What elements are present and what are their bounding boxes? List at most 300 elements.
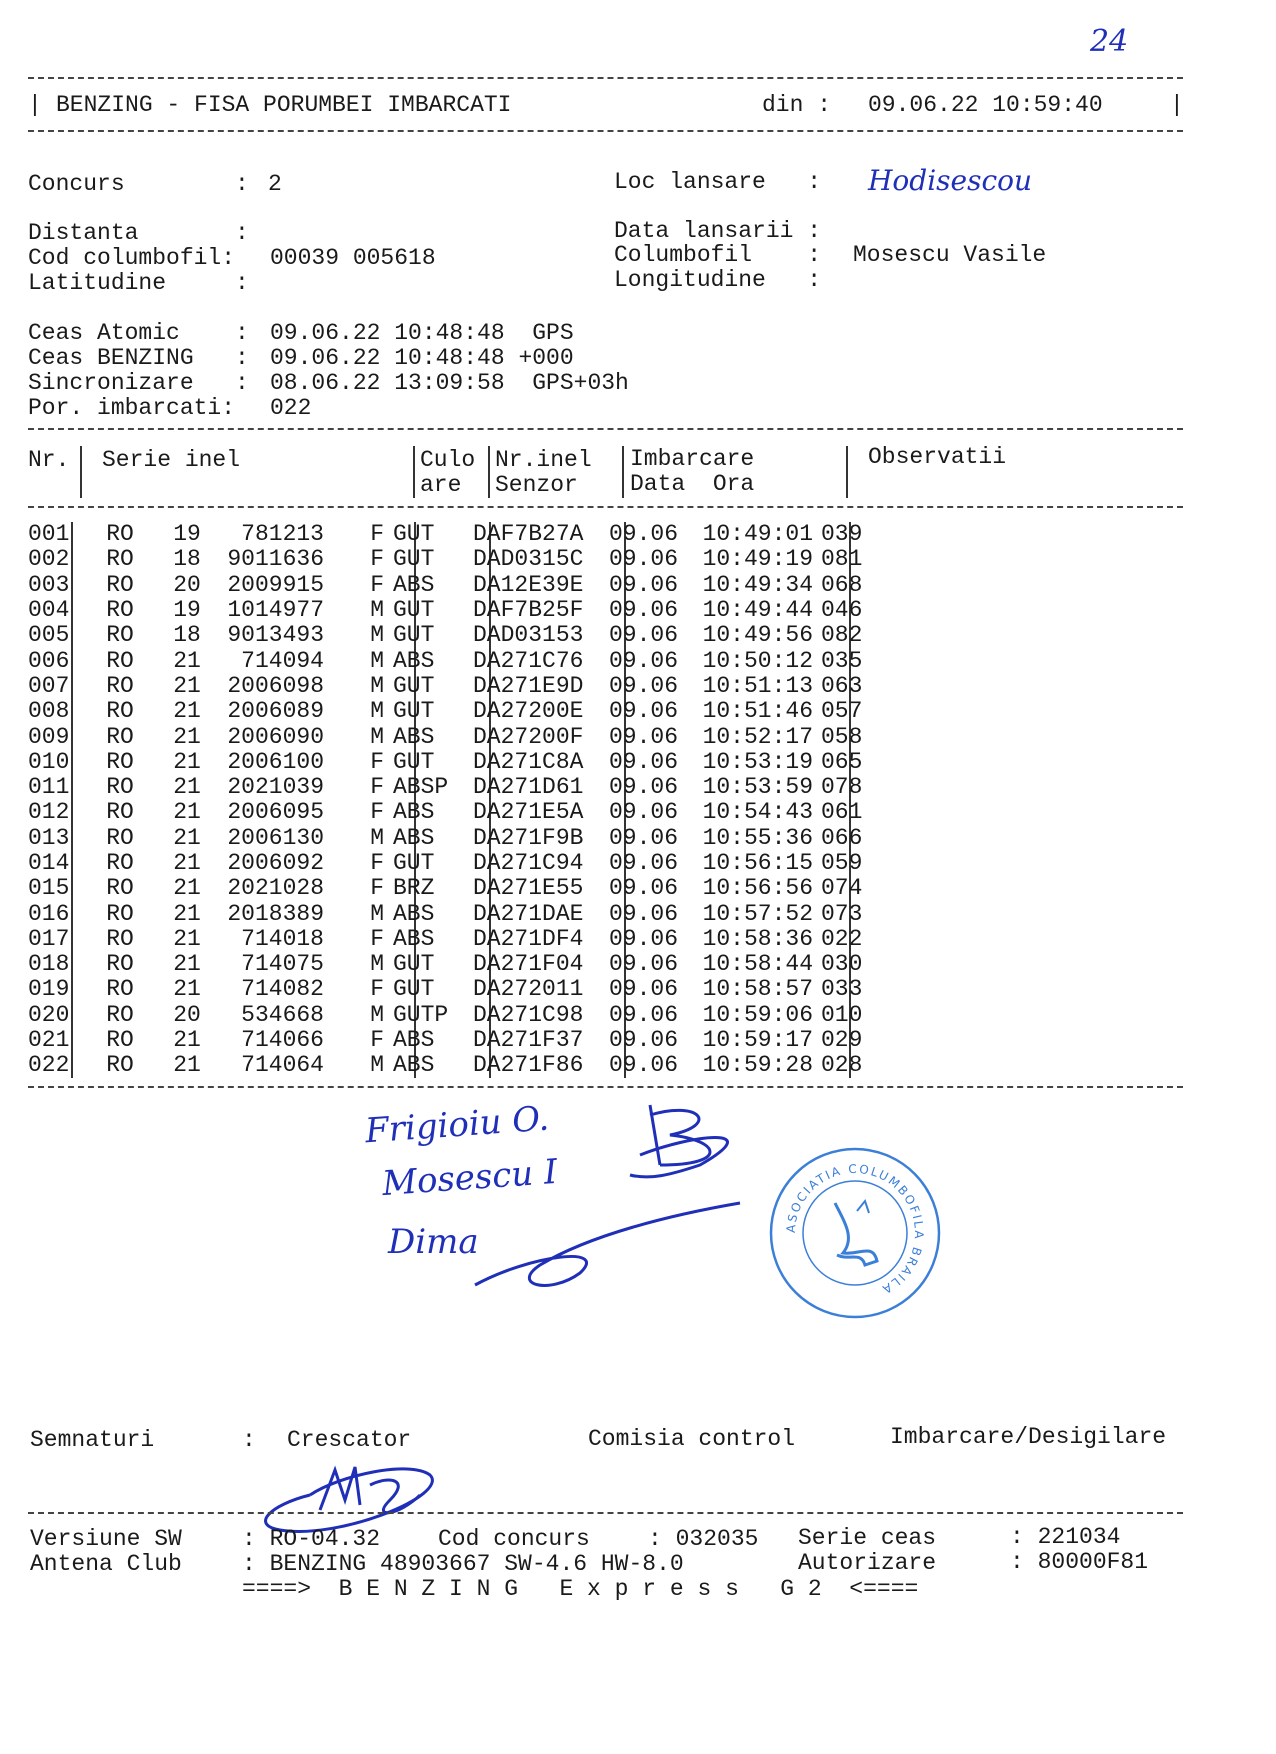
row-date: 09.06 <box>609 698 679 725</box>
row-color: GUT <box>393 672 435 699</box>
row-ring: 2006095 <box>227 799 324 826</box>
row-sensor: DA271DAE <box>473 900 584 927</box>
imbarcare-desigilare-label: Imbarcare/Desigilare <box>890 1424 1167 1450</box>
row-ring: 2006090 <box>227 723 324 750</box>
row-date: 09.06 <box>609 571 679 598</box>
row-country: RO <box>106 774 134 801</box>
row-country: RO <box>106 1001 134 1028</box>
sincronizare-value: 08.06.22 13:09:58 GPS+03h <box>270 370 629 396</box>
antena-value: : BENZING 48903667 SW-4.6 HW-8.0 <box>242 1551 684 1577</box>
row-color: GUT <box>393 597 435 624</box>
row-observation: 039 <box>821 521 863 548</box>
concurs-value: 2 <box>268 171 282 197</box>
row-country: RO <box>106 875 134 902</box>
row-time: 10:59:17 <box>702 1027 813 1054</box>
row-ring: 714064 <box>241 1052 324 1079</box>
row-sensor: DAD03153 <box>473 622 584 649</box>
row-sex: M <box>370 597 384 624</box>
row-time: 10:49:56 <box>702 622 813 649</box>
row-color: GUT <box>393 698 435 725</box>
row-time: 10:51:46 <box>702 698 813 725</box>
cod-columbofil-value: 00039 005618 <box>270 245 436 271</box>
row-observation: 046 <box>821 597 863 624</box>
row-date: 09.06 <box>609 1052 679 1079</box>
row-date: 09.06 <box>609 799 679 826</box>
row-time: 10:58:44 <box>702 951 813 978</box>
row-sex: M <box>370 951 384 978</box>
row-color: ABS <box>393 647 435 674</box>
col-header-serie: Serie inel <box>102 447 241 473</box>
row-nr: 013 <box>28 824 70 851</box>
row-nr: 004 <box>28 597 70 624</box>
row-year: 18 <box>173 546 201 573</box>
row-country: RO <box>106 1052 134 1079</box>
table-row <box>28 901 881 926</box>
benzing-express-banner: ====> B E N Z I N G E x p r e s s G 2 <==== <box>242 1576 919 1602</box>
loc-lansare-label: Loc lansare : <box>614 169 822 195</box>
row-color: GUTP <box>393 1001 449 1028</box>
pigeon-table <box>28 522 881 1079</box>
semnaturi-colon: : <box>242 1427 256 1453</box>
row-nr: 001 <box>28 521 70 548</box>
din-value: 09.06.22 10:59:40 <box>868 92 1103 118</box>
loc-lansare-value: Hodisescou <box>868 164 1033 197</box>
row-color: ABS <box>393 1027 435 1054</box>
row-time: 10:56:56 <box>702 875 813 902</box>
row-color: GUT <box>393 850 435 876</box>
row-sex: F <box>370 774 384 801</box>
versiune-label: Versiune SW <box>30 1526 182 1552</box>
row-date: 09.06 <box>609 672 679 699</box>
row-observation: 082 <box>821 622 863 649</box>
row-color: ABS <box>393 900 435 927</box>
table-row <box>28 1003 881 1028</box>
row-ring: 2021039 <box>227 774 324 801</box>
table-row <box>28 547 881 572</box>
divider <box>28 1086 1183 1088</box>
row-time: 10:53:59 <box>702 774 813 801</box>
row-color: GUT <box>393 976 435 1003</box>
row-nr: 009 <box>28 723 70 750</box>
row-year: 21 <box>173 850 201 876</box>
row-color: ABS <box>393 925 435 952</box>
row-country: RO <box>106 571 134 598</box>
row-observation: 030 <box>821 951 863 978</box>
row-sensor: DA272011 <box>473 976 584 1003</box>
row-observation: 022 <box>821 925 863 952</box>
row-observation: 033 <box>821 976 863 1003</box>
row-time: 10:50:12 <box>702 647 813 674</box>
header-separator <box>622 446 624 498</box>
row-country: RO <box>106 824 134 851</box>
row-date: 09.06 <box>609 1001 679 1028</box>
row-nr: 022 <box>28 1052 70 1079</box>
row-date: 09.06 <box>609 546 679 573</box>
row-ring: 1014977 <box>227 597 324 624</box>
row-nr: 006 <box>28 647 70 674</box>
row-color: GUT <box>393 546 435 573</box>
col-header-observatii: Observatii <box>868 444 1007 470</box>
row-sex: M <box>370 900 384 927</box>
row-year: 21 <box>173 925 201 952</box>
row-sensor: DA27200F <box>473 723 584 750</box>
row-nr: 007 <box>28 672 70 699</box>
row-country: RO <box>106 698 134 725</box>
row-ring: 2009915 <box>227 571 324 598</box>
header-separator <box>846 446 848 498</box>
row-date: 09.06 <box>609 925 679 952</box>
row-ring: 2006089 <box>227 698 324 725</box>
divider <box>28 130 1183 132</box>
row-country: RO <box>106 900 134 927</box>
ceas-benzing-label: Ceas BENZING : <box>28 345 249 371</box>
handwritten-name: Frigioiu O. <box>363 1098 551 1152</box>
row-color: ABS <box>393 723 435 750</box>
table-row <box>28 775 881 800</box>
row-ring: 2006100 <box>227 748 324 775</box>
din-label: din : <box>762 92 832 118</box>
row-country: RO <box>106 546 134 573</box>
row-time: 10:51:13 <box>702 672 813 699</box>
autorizare-label: Autorizare <box>798 1550 937 1576</box>
row-sex: M <box>370 698 384 725</box>
row-observation: 058 <box>821 723 863 750</box>
row-date: 09.06 <box>609 1027 679 1054</box>
row-sensor: DA271E55 <box>473 875 584 902</box>
row-observation: 065 <box>821 748 863 775</box>
row-sensor: DA271C76 <box>473 647 584 674</box>
divider <box>28 506 1183 508</box>
row-time: 10:49:19 <box>702 546 813 573</box>
row-ring: 2018389 <box>227 900 324 927</box>
row-sensor: DA271C94 <box>473 850 584 876</box>
row-nr: 018 <box>28 951 70 978</box>
row-sex: F <box>370 799 384 826</box>
table-row <box>28 724 881 749</box>
header-right-bar: | <box>1170 92 1184 118</box>
versiune-value: : RO-04.32 <box>242 1526 381 1552</box>
row-time: 10:54:43 <box>702 799 813 826</box>
col-header-imbarcare-2: Data Ora <box>630 471 755 497</box>
row-color: GUT <box>393 951 435 978</box>
row-year: 21 <box>173 951 201 978</box>
row-country: RO <box>106 799 134 826</box>
row-sex: M <box>370 672 384 699</box>
row-nr: 015 <box>28 875 70 902</box>
comisia-control-label: Comisia control <box>588 1426 796 1452</box>
row-ring: 714066 <box>241 1027 324 1054</box>
row-sex: F <box>370 875 384 902</box>
ceas-benzing-value: 09.06.22 10:48:48 +000 <box>270 345 574 371</box>
row-year: 21 <box>173 976 201 1003</box>
row-country: RO <box>106 748 134 775</box>
row-ring: 9011636 <box>227 546 324 573</box>
row-nr: 016 <box>28 900 70 927</box>
row-sensor: DA271DF4 <box>473 925 584 952</box>
row-year: 21 <box>173 875 201 902</box>
col-header-senzor-1: Nr.inel <box>495 447 592 473</box>
row-nr: 012 <box>28 799 70 826</box>
row-country: RO <box>106 521 134 548</box>
row-ring: 2021028 <box>227 875 324 902</box>
row-date: 09.06 <box>609 900 679 927</box>
row-ring: 781213 <box>241 521 324 548</box>
page-title: BENZING - FISA PORUMBEI IMBARCATI <box>56 92 512 118</box>
svg-text:ASOCIATIA COLUMBOFILA BRAILA: ASOCIATIA COLUMBOFILA BRAILA <box>783 1161 927 1298</box>
col-header-culoare-2: are <box>420 472 462 498</box>
row-time: 10:57:52 <box>702 900 813 927</box>
row-sensor: DAF7B27A <box>473 521 584 548</box>
divider <box>28 428 1183 430</box>
row-time: 10:58:57 <box>702 976 813 1003</box>
por-imbarcati-label: Por. imbarcati: <box>28 395 236 421</box>
table-row <box>28 851 881 876</box>
divider <box>28 77 1183 79</box>
row-time: 10:59:28 <box>702 1052 813 1079</box>
row-year: 21 <box>173 1052 201 1079</box>
row-country: RO <box>106 622 134 649</box>
table-row <box>28 826 881 851</box>
row-date: 09.06 <box>609 723 679 750</box>
row-year: 21 <box>173 900 201 927</box>
row-year: 20 <box>173 571 201 598</box>
row-observation: 059 <box>821 850 863 876</box>
row-color: GUT <box>393 521 435 548</box>
row-year: 18 <box>173 622 201 649</box>
por-imbarcati-value: 022 <box>270 395 312 421</box>
divider <box>28 1512 1183 1514</box>
serie-ceas-value: : 221034 <box>1010 1524 1121 1550</box>
row-observation: 068 <box>821 571 863 598</box>
columbofil-label: Columbofil : <box>614 242 822 268</box>
col-header-nr: Nr. <box>28 447 70 473</box>
row-color: ABS <box>393 1052 435 1079</box>
row-country: RO <box>106 672 134 699</box>
row-time: 10:52:17 <box>702 723 813 750</box>
row-time: 10:59:06 <box>702 1001 813 1028</box>
row-country: RO <box>106 850 134 876</box>
row-observation: 010 <box>821 1001 863 1028</box>
table-row <box>28 800 881 825</box>
row-sensor: DAD0315C <box>473 546 584 573</box>
table-row <box>28 1053 881 1078</box>
table-row <box>28 952 881 977</box>
row-time: 10:49:34 <box>702 571 813 598</box>
row-date: 09.06 <box>609 976 679 1003</box>
row-observation: 081 <box>821 546 863 573</box>
serie-ceas-label: Serie ceas <box>798 1525 937 1551</box>
row-sensor: DA271F9B <box>473 824 584 851</box>
table-row <box>28 623 881 648</box>
row-nr: 020 <box>28 1001 70 1028</box>
table-row <box>28 598 881 623</box>
row-sensor: DA271D61 <box>473 774 584 801</box>
row-sensor: DA271C8A <box>473 748 584 775</box>
table-row <box>28 648 881 673</box>
row-observation: 078 <box>821 774 863 801</box>
row-sex: F <box>370 925 384 952</box>
row-sex: M <box>370 1052 384 1079</box>
row-ring: 2006098 <box>227 672 324 699</box>
row-year: 21 <box>173 1027 201 1054</box>
row-ring: 714094 <box>241 647 324 674</box>
row-color: ABS <box>393 799 435 826</box>
row-sex: F <box>370 748 384 775</box>
row-date: 09.06 <box>609 875 679 902</box>
row-nr: 014 <box>28 850 70 876</box>
col-header-culoare-1: Culo <box>420 447 476 473</box>
row-observation: 066 <box>821 824 863 851</box>
latitudine-label: Latitudine : <box>28 270 249 296</box>
row-sensor: DA271E9D <box>473 672 584 699</box>
cod-concurs-value: : 032035 <box>648 1526 759 1552</box>
row-year: 21 <box>173 799 201 826</box>
signature-scribble <box>470 1095 770 1295</box>
table-row <box>28 522 881 547</box>
row-country: RO <box>106 925 134 952</box>
pigeon-table-body <box>28 522 881 1079</box>
row-sex: F <box>370 1027 384 1054</box>
header-separator <box>80 446 82 498</box>
row-time: 10:49:44 <box>702 597 813 624</box>
row-year: 20 <box>173 1001 201 1028</box>
row-nr: 008 <box>28 698 70 725</box>
row-country: RO <box>106 1027 134 1054</box>
row-sensor: DA12E39E <box>473 571 584 598</box>
row-observation: 035 <box>821 647 863 674</box>
row-sex: F <box>370 850 384 876</box>
row-sensor: DAF7B25F <box>473 597 584 624</box>
row-sex: M <box>370 723 384 750</box>
table-row <box>28 699 881 724</box>
concurs-label: Concurs : <box>28 171 249 197</box>
row-date: 09.06 <box>609 824 679 851</box>
row-date: 09.06 <box>609 748 679 775</box>
table-row <box>28 674 881 699</box>
row-date: 09.06 <box>609 597 679 624</box>
ceas-atomic-value: 09.06.22 10:48:48 GPS <box>270 320 574 346</box>
row-ring: 714082 <box>241 976 324 1003</box>
row-sex: F <box>370 571 384 598</box>
row-time: 10:56:15 <box>702 850 813 876</box>
row-date: 09.06 <box>609 774 679 801</box>
page-number: 24 <box>1090 24 1129 59</box>
row-country: RO <box>106 723 134 750</box>
row-nr: 002 <box>28 546 70 573</box>
handwritten-name: Mosescu I <box>380 1151 559 1205</box>
association-stamp <box>765 1143 945 1323</box>
row-nr: 017 <box>28 925 70 952</box>
row-observation: 063 <box>821 672 863 699</box>
longitudine-label: Longitudine : <box>614 267 822 293</box>
row-date: 09.06 <box>609 622 679 649</box>
row-sex: M <box>370 1001 384 1028</box>
header-separator <box>488 446 490 498</box>
table-row <box>28 977 881 1002</box>
row-ring: 714075 <box>241 951 324 978</box>
row-color: ABS <box>393 824 435 851</box>
row-year: 21 <box>173 672 201 699</box>
row-nr: 005 <box>28 622 70 649</box>
col-header-senzor-2: Senzor <box>495 472 578 498</box>
row-sex: F <box>370 546 384 573</box>
row-year: 21 <box>173 647 201 674</box>
row-country: RO <box>106 647 134 674</box>
sincronizare-label: Sincronizare : <box>28 370 249 396</box>
row-observation: 028 <box>821 1052 863 1079</box>
row-country: RO <box>106 951 134 978</box>
row-color: GUT <box>393 748 435 775</box>
col-header-imbarcare-1: Imbarcare <box>630 446 755 472</box>
row-sensor: DA27200E <box>473 698 584 725</box>
row-year: 21 <box>173 698 201 725</box>
row-sex: F <box>370 976 384 1003</box>
row-date: 09.06 <box>609 951 679 978</box>
table-row <box>28 927 881 952</box>
row-time: 10:55:36 <box>702 824 813 851</box>
row-date: 09.06 <box>609 521 679 548</box>
row-sensor: DA271F04 <box>473 951 584 978</box>
row-date: 09.06 <box>609 850 679 876</box>
header-separator <box>413 446 415 498</box>
row-ring: 534668 <box>241 1001 324 1028</box>
row-observation: 061 <box>821 799 863 826</box>
row-time: 10:58:36 <box>702 925 813 952</box>
table-row <box>28 750 881 775</box>
row-color: BRZ <box>393 875 435 902</box>
row-year: 19 <box>173 521 201 548</box>
row-country: RO <box>106 597 134 624</box>
row-sex: M <box>370 622 384 649</box>
distanta-label: Distanta : <box>28 220 249 246</box>
row-sensor: DA271F37 <box>473 1027 584 1054</box>
row-year: 21 <box>173 774 201 801</box>
table-row <box>28 876 881 901</box>
row-sex: F <box>370 521 384 548</box>
row-color: GUT <box>393 622 435 649</box>
row-ring: 9013493 <box>227 622 324 649</box>
row-time: 10:49:01 <box>702 521 813 548</box>
ceas-atomic-label: Ceas Atomic : <box>28 320 249 346</box>
table-row <box>28 1028 881 1053</box>
row-ring: 714018 <box>241 925 324 952</box>
row-date: 09.06 <box>609 647 679 674</box>
row-sensor: DA271E5A <box>473 799 584 826</box>
handwritten-name: Dima <box>388 1222 479 1262</box>
row-nr: 003 <box>28 571 70 598</box>
row-ring: 2006092 <box>227 850 324 876</box>
row-observation: 073 <box>821 900 863 927</box>
row-sex: M <box>370 824 384 851</box>
antena-label: Antena Club <box>30 1551 182 1577</box>
row-observation: 074 <box>821 875 863 902</box>
cod-concurs-label: Cod concurs <box>438 1526 590 1552</box>
row-country: RO <box>106 976 134 1003</box>
row-color: ABS <box>393 571 435 598</box>
row-sex: M <box>370 647 384 674</box>
row-year: 21 <box>173 824 201 851</box>
data-lansarii-label: Data lansarii : <box>614 218 822 244</box>
crescator-label: Crescator <box>287 1427 412 1453</box>
row-year: 19 <box>173 597 201 624</box>
row-nr: 010 <box>28 748 70 775</box>
columbofil-value: Mosescu Vasile <box>853 242 1047 268</box>
row-observation: 057 <box>821 698 863 725</box>
row-observation: 029 <box>821 1027 863 1054</box>
row-nr: 019 <box>28 976 70 1003</box>
row-time: 10:53:19 <box>702 748 813 775</box>
row-nr: 011 <box>28 774 70 801</box>
